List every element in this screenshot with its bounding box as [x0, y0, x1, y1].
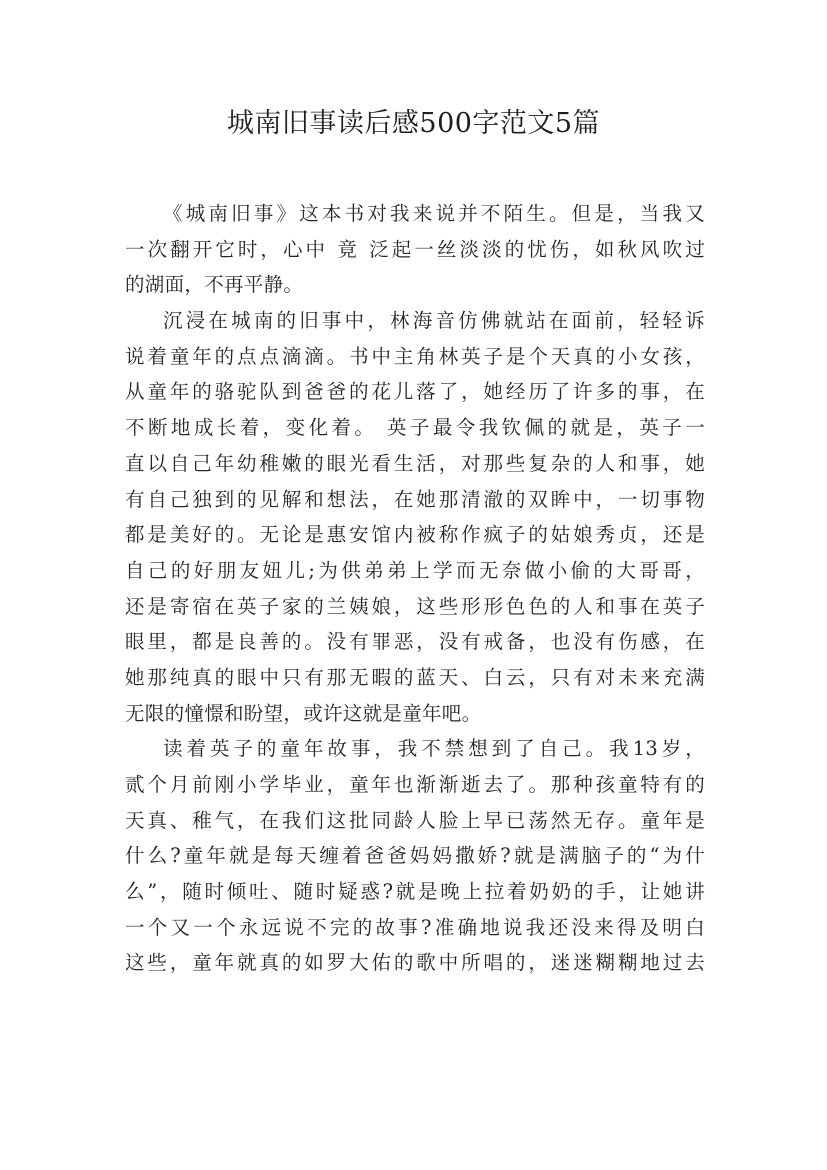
text-line: 什么?童年就是每天缠着爸爸妈妈撒娇?就是满脑子的“为什	[125, 844, 705, 868]
text-line: 眼里，都是良善的。没有罪恶，没有戒备，也没有伤感，在	[125, 630, 705, 654]
text-line: 直以自己年幼稚嫩的眼光看生活，对那些复杂的人和事，她	[125, 451, 705, 475]
text-line: 的湖面，不再平静。	[125, 273, 304, 297]
document-title: 城南旧事读后感500字范文5篇	[226, 108, 601, 139]
text-line: 说着童年的点点滴滴。书中主角林英子是个天真的小女孩，	[125, 344, 705, 368]
text-line: 自己的好朋友妞儿;为供弟弟上学而无奈做小偷的大哥哥，	[125, 558, 705, 582]
text-line: 这些，童年就真的如罗大佑的歌中所唱的，迷迷糊糊地过去	[125, 951, 705, 975]
text-line: 贰个月前刚小学毕业，童年也渐渐逝去了。那种孩童特有的	[125, 773, 705, 796]
text-line: 都是美好的。无论是惠安馆内被称作疯子的姑娘秀贞，还是	[125, 523, 705, 547]
paragraph-3	[125, 731, 705, 981]
text-line: 《城南旧事》这本书对我来说并不陌生。但是，当我又	[163, 202, 705, 225]
text-line: 不断地成长着，变化着。 英子最令我钦佩的就是，英子一	[125, 416, 705, 440]
paragraph-2	[125, 303, 705, 731]
text-line: 一次翻开它时，心中 竟 泛起一丝淡淡的忧伤，如秋风吹过	[125, 237, 705, 261]
text-line: 有自己独到的见解和想法，在她那清澈的双眸中，一切事物	[125, 487, 705, 511]
text-line: 读着英子的童年故事，我不禁想到了自己。我13岁，	[163, 737, 705, 761]
text-line: 从童年的骆驼队到爸爸的花儿落了，她经历了许多的事，在	[125, 380, 705, 404]
text-line: 她那纯真的眼中只有那无暇的蓝天、白云，只有对未来充满	[125, 665, 705, 689]
text-line: 还是寄宿在英子家的兰姨娘，这些形形色色的人和事在英子	[125, 594, 705, 618]
paragraph-1	[125, 196, 705, 303]
text-line: 天真、稚气，在我们这批同龄人脸上早已荡然无存。童年是	[125, 808, 705, 832]
text-line: 沉浸在城南的旧事中，林海音仿佛就站在面前，轻轻诉	[163, 309, 705, 333]
text-line: 一个又一个永远说不完的故事?准确地说我还没来得及明白	[125, 915, 705, 939]
text-line: 无限的憧憬和盼望，或许这就是童年吧。	[125, 701, 482, 725]
text-line: 么”，随时倾吐、随时疑惑?就是晚上拉着奶奶的手，让她讲	[125, 880, 705, 904]
document-body	[125, 196, 705, 981]
